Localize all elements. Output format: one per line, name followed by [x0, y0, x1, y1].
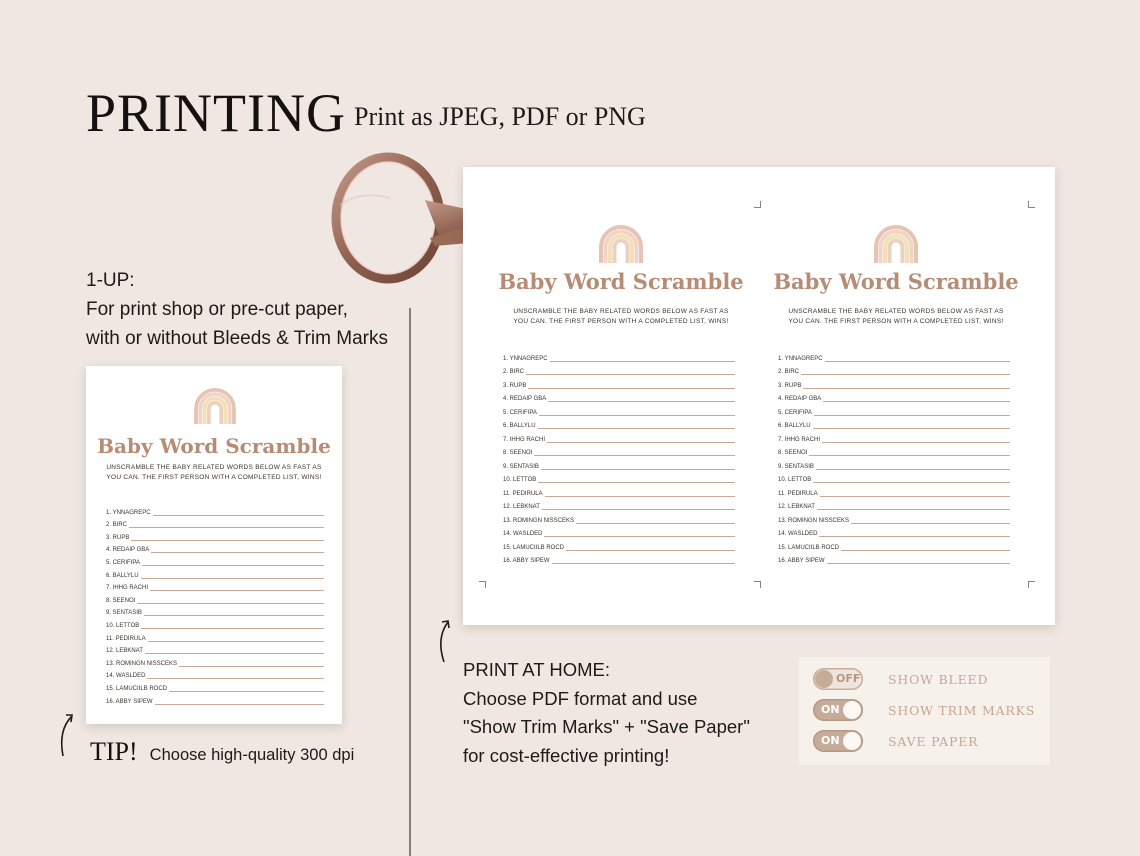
list-item — [778, 362, 1010, 376]
list-item — [778, 551, 1010, 565]
list-item — [778, 497, 1010, 511]
list-item — [106, 503, 324, 516]
list-item — [106, 667, 324, 680]
list-item — [778, 402, 1010, 416]
list-item — [106, 579, 324, 592]
list-item — [503, 497, 735, 511]
one-up-line2: with or without Bleeds & Trim Marks — [86, 328, 388, 349]
answer-line[interactable] — [552, 563, 735, 564]
toggle-switch[interactable] — [813, 668, 863, 690]
list-item — [106, 629, 324, 642]
toggle-label: SHOW TRIM MARKS — [888, 702, 1036, 718]
card-title: Baby Word Scramble — [773, 269, 1019, 294]
word-list — [778, 348, 1010, 564]
card-title: Baby Word Scramble — [97, 434, 331, 458]
list-item — [106, 528, 324, 541]
toggle-show-trim-marks[interactable] — [813, 699, 1035, 721]
card-instructions — [479, 307, 763, 328]
list-item — [106, 541, 324, 554]
print-at-home-line3: for cost-effective printing! — [463, 744, 670, 766]
list-item — [503, 524, 735, 538]
print-at-home-heading: PRINT AT HOME: — [463, 659, 610, 680]
scrambled-word: 1. YNNAGREPC — [106, 509, 151, 516]
scrambled-word: 5. CERIFIPA — [106, 559, 140, 566]
card-instructions-line: UNSCRAMBLE THE BABY RELATED WORDS BELOW AS FAST AS — [788, 308, 1004, 315]
scrambled-word: 10. LETTOB — [778, 477, 812, 483]
list-item — [778, 389, 1010, 403]
list-item — [106, 616, 324, 629]
scrambled-word: 16. ABBY SIPEW — [106, 698, 153, 705]
list-item — [106, 516, 324, 529]
list-item — [503, 362, 735, 376]
scrambled-word: 15. LAMUCIILB ROCD — [106, 685, 168, 692]
trim-mark — [1028, 581, 1035, 588]
card-title: Baby Word Scramble — [498, 269, 744, 294]
scrambled-word: 9. SENTASIB — [503, 463, 539, 470]
curved-arrow-icon — [436, 618, 456, 666]
list-item — [778, 483, 1010, 497]
list-item — [778, 456, 1010, 470]
toggle-save-paper[interactable] — [813, 730, 978, 752]
page-subtitle: Print as JPEG, PDF or PNG — [354, 102, 646, 131]
print-at-home-description — [463, 656, 750, 770]
list-item — [503, 348, 735, 362]
scrambled-word: 6. BALLYLU — [503, 423, 536, 429]
card-instructions-line: UNSCRAMBLE THE BABY RELATED WORDS BELOW AS FAST AS — [106, 464, 322, 471]
trim-mark — [479, 581, 486, 588]
one-up-line1: For print shop or pre-cut paper, — [86, 299, 348, 320]
scrambled-word: 8. SEENOI — [503, 450, 533, 456]
one-up-heading: 1-UP: — [86, 270, 135, 291]
trim-mark — [1028, 201, 1035, 208]
list-item — [106, 566, 324, 579]
card-instructions-line: UNSCRAMBLE THE BABY RELATED WORDS BELOW AS FAST AS — [513, 308, 729, 315]
answer-line[interactable] — [155, 704, 324, 705]
list-item — [778, 524, 1010, 538]
scrambled-word: 1. YNNAGREPC — [503, 355, 548, 362]
toggle-state: OFF — [836, 672, 861, 685]
list-item — [106, 679, 324, 692]
tip — [90, 737, 354, 767]
divider — [409, 308, 411, 856]
scrambled-word: 6. BALLYLU — [106, 572, 139, 579]
list-item — [778, 470, 1010, 484]
toggle-show-bleed[interactable] — [813, 668, 988, 690]
print-at-home-line1: Choose PDF format and use — [463, 687, 698, 709]
game-card — [754, 195, 1038, 595]
list-item — [778, 429, 1010, 443]
print-at-home-sheet — [463, 167, 1055, 625]
scrambled-word: 8. SEENOI — [778, 450, 808, 456]
scrambled-word: 4. REDAIP GBA — [778, 396, 822, 402]
game-card — [86, 366, 342, 724]
scrambled-word: 13. ROMINGN NISSCEKS — [503, 517, 575, 524]
list-item — [503, 389, 735, 403]
page-title: PRINTING — [86, 83, 346, 143]
trim-mark — [754, 581, 761, 588]
list-item — [503, 551, 735, 565]
list-item — [503, 470, 735, 484]
scrambled-word: 2. BIRC — [106, 522, 128, 529]
scrambled-word: 10. LETTOB — [503, 477, 537, 483]
word-list — [503, 348, 735, 564]
list-item — [503, 483, 735, 497]
list-item — [503, 443, 735, 457]
toggle-switch[interactable] — [813, 699, 863, 721]
scrambled-word: 10. LETTOB — [106, 622, 140, 629]
rainbow-icon — [194, 388, 236, 424]
scrambled-word: 3. RUPB — [503, 382, 527, 389]
scrambled-word: 4. REDAIP GBA — [106, 547, 150, 554]
list-item — [106, 642, 324, 655]
scrambled-word: 2. BIRC — [778, 369, 800, 375]
scrambled-word: 4. REDAIP GBA — [503, 396, 547, 402]
scrambled-word: 3. RUPB — [778, 382, 802, 389]
scrambled-word: 6. BALLYLU — [778, 423, 811, 429]
list-item — [778, 510, 1010, 524]
print-at-home-line2: "Show Trim Marks" + "Save Paper" — [463, 716, 750, 737]
scrambled-word: 8. SEENOI — [106, 597, 136, 604]
list-item — [778, 443, 1010, 457]
rainbow-icon — [874, 225, 918, 263]
toggle-state: ON — [821, 703, 840, 716]
toggle-switch[interactable] — [813, 730, 863, 752]
scrambled-word: 13. ROMINGN NISSCEKS — [778, 517, 850, 524]
list-item — [106, 604, 324, 617]
trim-mark — [754, 201, 761, 208]
list-item — [503, 456, 735, 470]
card-instructions-line: YOU CAN. THE FIRST PERSON WITH A COMPLETED LIST, WINS! — [788, 318, 1004, 326]
list-item — [106, 553, 324, 566]
list-item — [106, 692, 324, 705]
toggle-state: ON — [821, 734, 840, 747]
scrambled-word: 7. IHHG RACHI — [106, 585, 149, 592]
scrambled-word: 11. PEDIRULA — [503, 490, 543, 497]
list-item — [778, 416, 1010, 430]
scrambled-word: 12. LEBKNAT — [106, 648, 143, 655]
list-item — [778, 348, 1010, 362]
list-item — [503, 375, 735, 389]
scrambled-word: 7. IHHG RACHI — [778, 436, 821, 443]
list-item — [503, 416, 735, 430]
scrambled-word: 14. WASLDED — [778, 531, 818, 537]
scrambled-word: 15. LAMUCIILB ROCD — [503, 544, 565, 551]
list-item — [503, 537, 735, 551]
scrambled-word: 12. LEBKNAT — [503, 504, 540, 510]
scrambled-word: 16. ABBY SIPEW — [503, 558, 550, 564]
one-up-sheet — [86, 366, 342, 724]
answer-line[interactable] — [827, 563, 1010, 564]
list-item — [503, 429, 735, 443]
card-instructions — [754, 307, 1038, 328]
scrambled-word: 5. CERIFIPA — [778, 409, 812, 416]
scrambled-word: 7. IHHG RACHI — [503, 436, 546, 443]
game-card — [479, 195, 763, 595]
scrambled-word: 9. SENTASIB — [106, 610, 142, 617]
toggle-label: SAVE PAPER — [888, 733, 979, 749]
scrambled-word: 12. LEBKNAT — [778, 504, 815, 510]
tip-text: Choose high-quality 300 dpi — [149, 746, 355, 764]
scrambled-word: 11. PEDIRULA — [106, 635, 146, 642]
list-item — [503, 510, 735, 524]
scrambled-word: 5. CERIFIPA — [503, 409, 537, 416]
list-item — [503, 402, 735, 416]
scrambled-word: 14. WASLDED — [503, 531, 543, 537]
list-item — [778, 375, 1010, 389]
scrambled-word: 9. SENTASIB — [778, 463, 814, 470]
scrambled-word: 11. PEDIRULA — [778, 490, 818, 497]
list-item — [106, 591, 324, 604]
card-instructions-line: YOU CAN. THE FIRST PERSON WITH A COMPLETED LIST, WINS! — [106, 474, 322, 482]
scrambled-word: 15. LAMUCIILB ROCD — [778, 544, 840, 551]
one-up-description — [86, 266, 388, 353]
scrambled-word: 1. YNNAGREPC — [778, 355, 823, 362]
rainbow-icon — [599, 225, 643, 263]
card-instructions-line: YOU CAN. THE FIRST PERSON WITH A COMPLETED LIST, WINS! — [513, 318, 729, 326]
list-item — [778, 537, 1010, 551]
curved-arrow-icon — [58, 712, 78, 760]
scrambled-word: 14. WASLDED — [106, 673, 146, 680]
card-instructions — [86, 463, 342, 484]
print-options-panel — [799, 657, 1050, 765]
tip-label: TIP! — [90, 737, 138, 766]
scrambled-word: 16. ABBY SIPEW — [778, 558, 825, 564]
scrambled-word: 2. BIRC — [503, 369, 525, 375]
scrambled-word: 13. ROMINGN NISSCEKS — [106, 660, 178, 667]
toggle-label: SHOW BLEED — [888, 671, 989, 687]
word-list — [106, 503, 324, 705]
scrambled-word: 3. RUPB — [106, 534, 130, 541]
list-item — [106, 654, 324, 667]
